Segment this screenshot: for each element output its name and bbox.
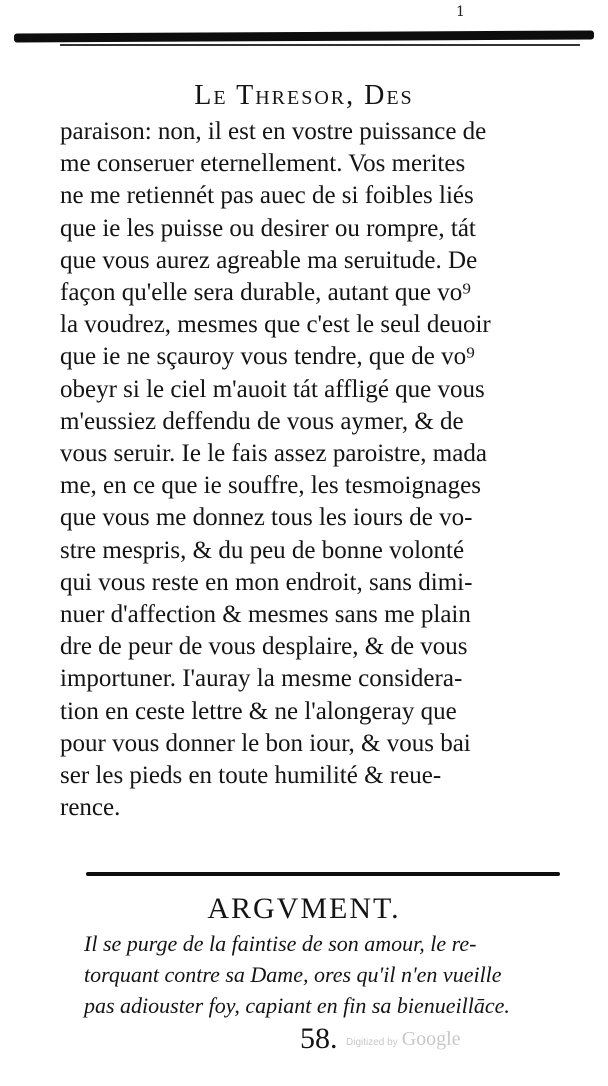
page-number: 58. xyxy=(300,1022,338,1055)
text-line: nuer d'affection & mesmes sans me plain xyxy=(60,601,471,629)
body-text xyxy=(60,116,560,824)
text-line: que vous aurez agreable ma seruitude. De xyxy=(60,246,478,274)
page-corner-mark: 1 xyxy=(456,4,465,20)
running-head: Le Thresor, Des xyxy=(194,80,414,111)
text-line: pour vous donner le bon iour, & vous bai xyxy=(60,729,471,757)
argument-line: Il se purge de la faintise de son amour, le re- xyxy=(84,931,477,956)
digitization-watermark xyxy=(346,1028,461,1051)
text-line: que vous me donnez tous les iours de vo- xyxy=(60,504,473,532)
text-line: façon qu'elle sera durable, autant que vo⁹ xyxy=(60,279,471,307)
top-rule-thin xyxy=(60,44,580,46)
text-line: tion en ceste lettre & ne l'alongeray que xyxy=(60,697,457,725)
text-line: me conseruer eternellement. Vos merites xyxy=(60,150,466,178)
text-line: stre mespris, & du peu de bonne volonté xyxy=(60,536,465,564)
argument-heading: ARGVMENT. xyxy=(207,892,401,925)
text-line: vous seruir. Ie le fais assez paroistre, mada xyxy=(60,440,487,468)
text-line: m'eussiez deffendu de vous aymer, & de xyxy=(60,407,464,435)
text-line: me, en ce que ie souffre, les tesmoignages xyxy=(60,472,481,500)
text-line: obeyr si le ciel m'auoit tát affligé que vous xyxy=(60,375,485,403)
argument-line: pas adiouster foy, capiant en fin sa bienueillāce. xyxy=(84,993,510,1018)
text-line: la voudrez, mesmes que c'est le seul deuoir xyxy=(60,311,491,339)
watermark-prefix: Digitized by xyxy=(346,1037,398,1048)
top-rule xyxy=(14,30,594,42)
section-rule xyxy=(86,872,560,876)
text-line: ne me retiennét pas auec de si foibles liés xyxy=(60,182,474,210)
argument-line: torquant contre sa Dame, ores qu'il n'en vueille xyxy=(84,962,502,987)
text-line: importuner. I'auray la mesme considera- xyxy=(60,665,463,693)
text-line: dre de peur de vous desplaire, & de vous xyxy=(60,633,468,661)
text-line: paraison: non, il est en vostre puissance de xyxy=(60,118,487,145)
text-line: ser les pieds en toute humilité & reue- xyxy=(60,762,442,790)
watermark-brand: Google xyxy=(401,1028,461,1050)
argument-text xyxy=(84,928,584,1021)
text-line: que ie ne sçauroy vous tendre, que de vo⁹ xyxy=(60,343,475,371)
text-line: que ie les puisse ou desirer ou rompre, tát xyxy=(60,214,476,242)
text-line: qui vous reste en mon endroit, sans dimi- xyxy=(60,568,473,596)
text-line: rence. xyxy=(60,794,121,822)
